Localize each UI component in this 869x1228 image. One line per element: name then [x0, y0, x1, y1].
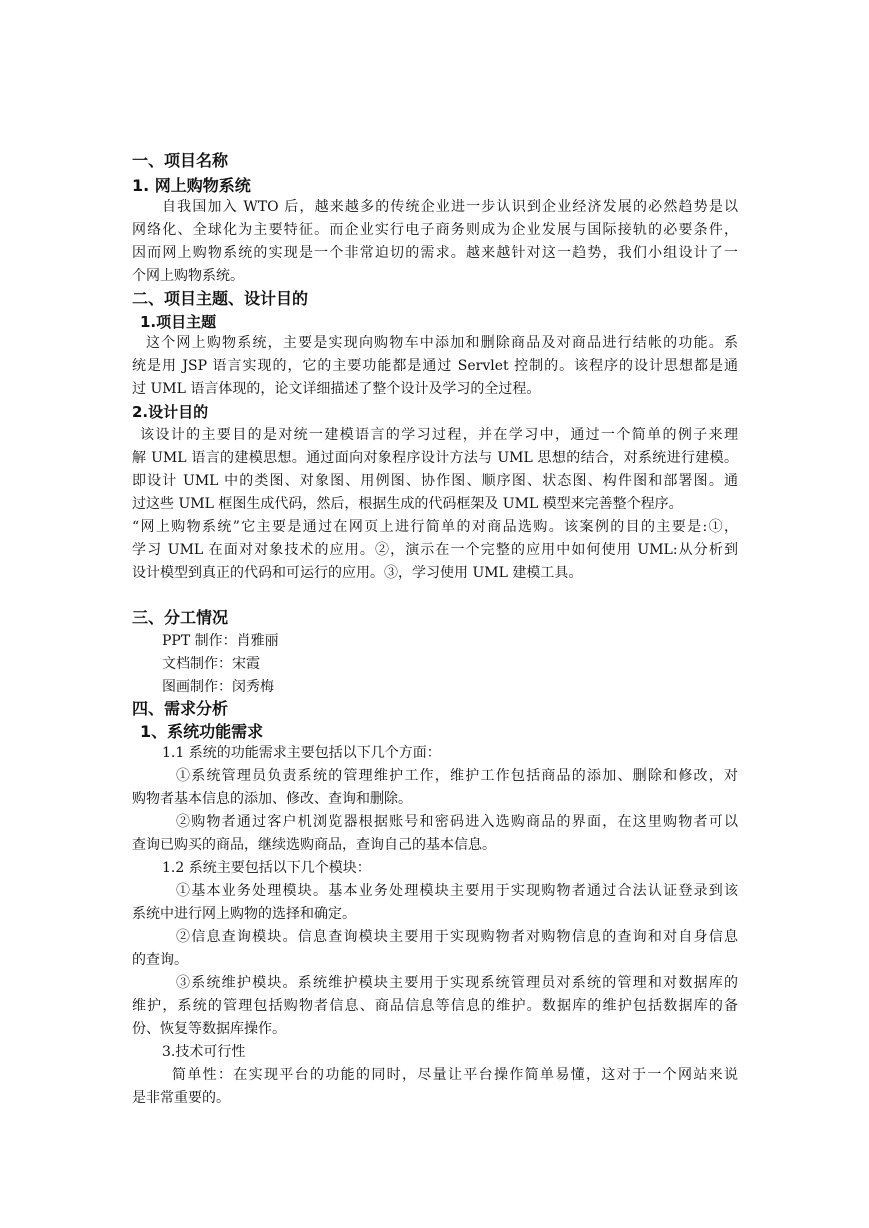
paragraph-line: 学习 UML 在面对对象技术的应用。②，演示在一个完整的应用中如何使用 UML:从分析到 — [132, 542, 738, 558]
paragraph-line: ②购物者通过客户机浏览器根据账号和密码进入选购商品的界面，在这里购物者可以 — [176, 814, 738, 830]
paragraph-line: 简单性：在实现平台的功能的同时，尽量让平台操作简单易懂，这对于一个网站来说 — [172, 1067, 738, 1083]
goal-heading: 2.设计目的 — [132, 403, 209, 421]
tech-feasibility-heading: 3.技术可行性 — [162, 1044, 246, 1060]
division-item: 文档制作：宋霞 — [162, 656, 260, 672]
paragraph-line: 设计模型到真正的代码和可运行的应用。③，学习使用 UML 建模工具。 — [132, 565, 583, 581]
paragraph-line: ②信息查询模块。信息查询模块主要用于实现购物者对购物信息的查询和对自身信息 — [176, 929, 738, 945]
paragraph-line: “网上购物系统”它主要是通过在网页上进行简单的对商品选购。该案例的目的主要是:①， — [132, 519, 738, 535]
paragraph-line: 的查询。 — [132, 952, 188, 968]
paragraph-line: 自我国加入 WTO 后，越来越多的传统企业进一步认识到企业经济发展的必然趋势是以 — [162, 199, 738, 215]
paragraph-line: ③系统维护模块。系统维护模块主要用于实现系统管理员对系统的管理和对数据库的 — [176, 975, 738, 991]
paragraph-line: 这个网上购物系统，主要是实现向购物车中添加和删除商品及对商品进行结帐的功能。系 — [146, 335, 738, 351]
paragraph-line: 即设计 UML 中的类图、对象图、用例图、协作图、顺序图、状态图、构件图和部署图。通 — [132, 473, 738, 489]
paragraph-line: 该设计的主要目的是对统一建模语言的学习过程，并在学习中，通过一个简单的例子来理 — [140, 427, 738, 443]
paragraph-line: 个网上购物系统。 — [132, 268, 244, 284]
paragraph-line: ①基本业务处理模块。基本业务处理模块主要用于实现购物者通过合法认证登录到该 — [176, 883, 738, 899]
section-4-heading: 四、需求分析 — [132, 699, 229, 718]
modules-intro: 1.2 系统主要包括以下几个模块： — [162, 860, 371, 876]
paragraph-line: 维护，系统的管理包括购物者信息、商品信息等信息的维护。数据库的维护包括数据库的备 — [132, 998, 738, 1014]
paragraph-line: 份、恢复等数据库操作。 — [132, 1021, 286, 1037]
paragraph-line: 因而网上购物系统的实现是一个非常迫切的需求。越来越针对这一趋势，我们小组设计了一 — [132, 245, 738, 261]
function-requirements-heading: 1、系统功能需求 — [140, 722, 264, 741]
division-item: 图画制作：闵秀梅 — [162, 679, 274, 695]
section-3-heading: 三、分工情况 — [132, 608, 229, 627]
division-item: PPT 制作：肖雅丽 — [162, 633, 279, 649]
paragraph-line: 统是用 JSP 语言实现的，它的主要功能都是通过 Servlet 控制的。该程序的设计思想都是通 — [132, 358, 738, 374]
paragraph-line: 购物者基本信息的添加、修改、查询和删除。 — [132, 791, 412, 807]
paragraph-line: 过这些 UML 框图生成代码，然后，根据生成的代码框架及 UML 模型来完善整个程序。 — [132, 496, 683, 512]
paragraph-line: ①系统管理员负责系统的管理维护工作，维护工作包括商品的添加、删除和修改，对 — [176, 768, 738, 784]
paragraph-line: 网络化、全球化为主要特征。而企业实行电子商务则成为企业发展与国际接轨的必要条件， — [132, 222, 738, 238]
section-1-heading: 一、项目名称 — [132, 151, 229, 170]
paragraph-line: 过 UML 语言体现的，论文详细描述了整个设计及学习的全过程。 — [132, 381, 541, 397]
paragraph-line: 是非常重要的。 — [132, 1090, 230, 1106]
requirements-intro: 1.1 系统的功能需求主要包括以下几个方面： — [162, 745, 441, 761]
topic-heading: 1.项目主题 — [140, 313, 217, 331]
paragraph-line: 查询已购买的商品，继续选购商品，查询自己的基本信息。 — [132, 837, 496, 853]
section-2-heading: 二、项目主题、设计目的 — [132, 289, 309, 308]
project-name-heading: 1. 网上购物系统 — [132, 176, 251, 195]
paragraph-line: 系统中进行网上购物的选择和确定。 — [132, 906, 356, 922]
paragraph-line: 解 UML 语言的建模思想。通过面向对象程序设计方法与 UML 思想的结合，对系统进行建模。 — [132, 450, 738, 466]
